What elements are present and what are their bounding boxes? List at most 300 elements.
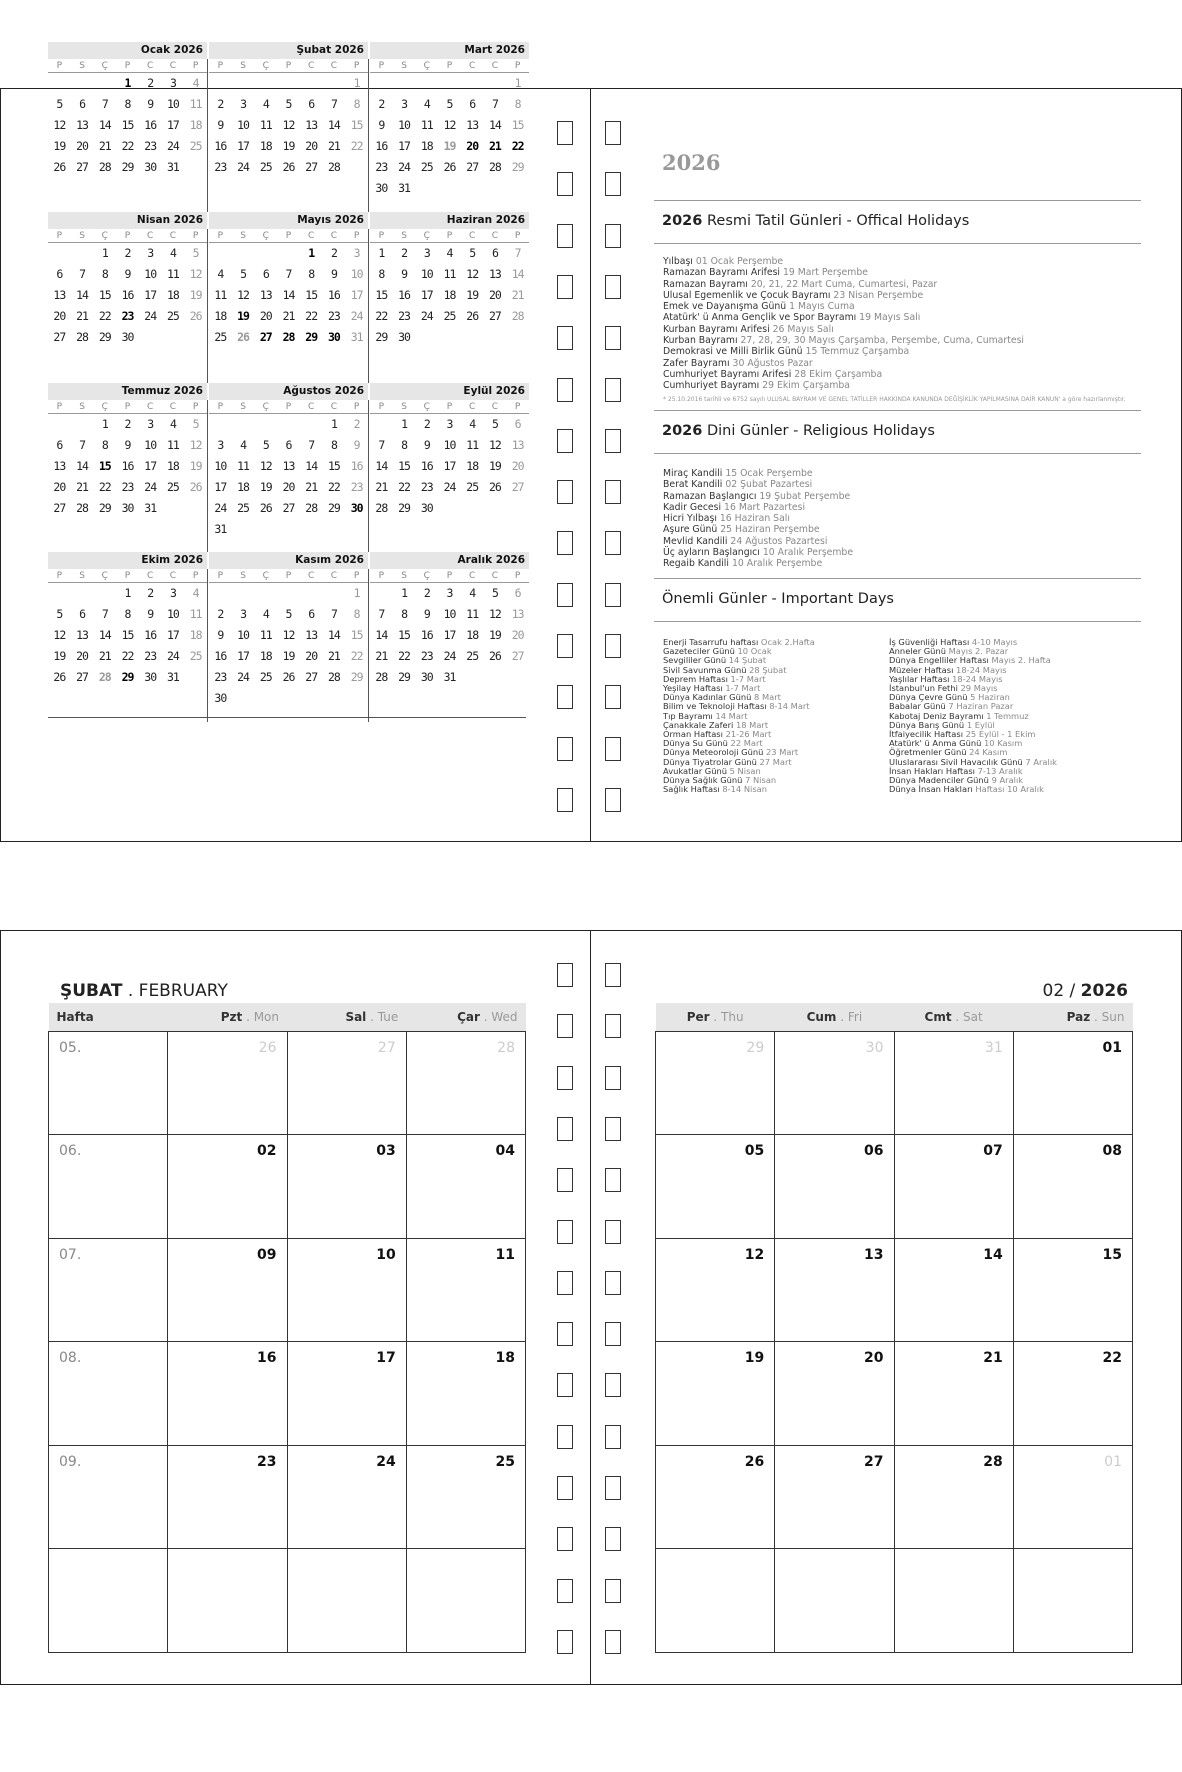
day-number: 27 — [282, 501, 295, 515]
day-number: 26 — [443, 160, 456, 174]
weekday-label: P — [192, 570, 199, 581]
day-number: 10 — [144, 267, 157, 281]
holiday-date: 20, 21, 22 Mart Cuma, Cumartesi, Pazar — [750, 278, 938, 290]
day-number: 22 — [350, 649, 363, 663]
day-number: 17 — [166, 118, 179, 132]
weekday-label: S — [240, 230, 246, 241]
holiday-item — [663, 491, 853, 502]
day-number: 4 — [423, 97, 430, 111]
day-number: 2 — [423, 586, 430, 600]
binder-ring — [557, 429, 573, 453]
day-number: 19 — [282, 139, 295, 153]
day-cell: 02 — [168, 1135, 287, 1239]
binder-ring — [605, 685, 621, 709]
weekday-label: P — [378, 60, 385, 71]
week-row — [49, 1549, 526, 1653]
day-number: 27 — [259, 330, 272, 344]
binder-ring — [605, 275, 621, 299]
weekday-en: . Thu — [709, 1009, 744, 1024]
holiday-name: Dünya Kadınlar Günü — [663, 692, 755, 703]
binder-ring — [605, 1066, 621, 1090]
month-name: Ocak 2026 — [48, 42, 207, 59]
binder-ring — [557, 531, 573, 555]
column-separator — [207, 569, 208, 722]
holiday-date: 16 Mart Pazartesi — [724, 501, 806, 513]
day-number: 3 — [169, 586, 176, 600]
binder-ring — [557, 1476, 573, 1500]
day-number: 18 — [214, 309, 227, 323]
weekday-header — [370, 59, 529, 73]
day-number: 15 — [398, 628, 410, 642]
holiday-date: Haftası 10 Aralık — [975, 784, 1044, 795]
day-number: 22 — [98, 480, 111, 494]
day-number: 6 — [262, 267, 269, 281]
day-number: 7 — [378, 607, 385, 621]
weekday-label: Ç — [262, 60, 269, 71]
holiday-date: 18-24 Mayıs — [956, 664, 1007, 675]
day-cell: 09 — [168, 1238, 287, 1342]
weekday-label: Ç — [423, 230, 430, 241]
day-number: 27 — [511, 649, 524, 663]
day-number: 28 — [98, 670, 111, 684]
holiday-item — [663, 380, 1126, 391]
day-number: 11 — [189, 607, 202, 621]
day-number: 1 — [401, 417, 408, 431]
weekday-label: P — [285, 230, 292, 241]
day-number: 20 — [76, 139, 88, 153]
day-number: 24 — [443, 480, 456, 494]
day-number: 1 — [124, 76, 131, 90]
day-number: 25 — [166, 480, 179, 494]
month-name: Nisan 2026 — [48, 212, 207, 229]
day-number: 2 — [124, 246, 131, 260]
holiday-name: Berat Kandili — [663, 479, 726, 491]
weekday-label: P — [56, 230, 63, 241]
weekday-label: C — [491, 230, 499, 241]
weekday-header — [209, 400, 368, 414]
empty-day — [71, 73, 94, 94]
holiday-date: 7-13 Aralık — [977, 765, 1023, 776]
holiday-item — [663, 479, 853, 490]
day-number: 16 — [420, 628, 433, 642]
month-title-en: . FEBRUARY — [122, 981, 228, 1001]
binder-ring — [605, 963, 621, 987]
holiday-date: 4-10 Mayıs — [971, 637, 1018, 647]
day-number: 24 — [144, 480, 157, 494]
day-number: 13 — [282, 459, 295, 473]
day-number: 19 — [53, 139, 66, 153]
day-number: 2 — [147, 586, 154, 600]
holiday-name: Cumhuriyet Bayramı Arifesi — [663, 368, 795, 380]
weekday-header — [656, 1003, 775, 1031]
weekday-label: P — [56, 401, 63, 412]
holiday-name: Orman Haftası — [663, 729, 726, 740]
day-number: 11 — [166, 267, 179, 281]
weekday-label: Ç — [101, 60, 108, 71]
day-cell: 10 — [287, 1238, 406, 1342]
day-number: 26 — [53, 670, 66, 684]
binder-ring — [557, 326, 573, 350]
holiday-date: 8 Mart — [754, 692, 781, 703]
day-number: 26 — [282, 160, 295, 174]
day-number: 7 — [330, 97, 337, 111]
weekday-tr: Paz — [1066, 1009, 1091, 1024]
day-number: 23 — [398, 309, 410, 323]
day-number: 11 — [189, 97, 202, 111]
day-number: 25 — [259, 160, 272, 174]
day-number: 2 — [401, 246, 408, 260]
day-number: 23 — [144, 649, 157, 663]
holiday-item — [663, 558, 853, 569]
day-number: 5 — [262, 438, 269, 452]
day-number: 14 — [375, 459, 388, 473]
day-number: 15 — [350, 118, 363, 132]
day-number: 24 — [144, 309, 157, 323]
holiday-date: 5 Nisan — [729, 765, 761, 776]
day-number: 15 — [327, 459, 340, 473]
day-number: 31 — [214, 522, 227, 536]
empty-day — [370, 583, 393, 604]
day-number: 24 — [237, 160, 249, 174]
holiday-date: 29 Ekim Çarşamba — [762, 380, 850, 392]
holiday-item — [663, 513, 853, 524]
day-number: 19 — [443, 139, 456, 153]
day-cell: 26 — [168, 1031, 287, 1135]
weekday-tr: Pzt — [220, 1009, 243, 1024]
holiday-name: Öğretmenler Günü — [889, 747, 970, 758]
weekday-header — [49, 1003, 168, 1031]
day-number: 12 — [189, 267, 202, 281]
day-cell — [656, 1549, 775, 1653]
weekday-en: . Tue — [366, 1009, 399, 1024]
month-code-year: 2026 — [1080, 981, 1128, 1001]
holiday-name: Dünya İnsan Hakları — [889, 784, 976, 795]
weekday-label: S — [240, 60, 246, 71]
binder-ring — [605, 1630, 621, 1654]
holiday-name: İnsan Hakları Haftası — [889, 765, 978, 776]
day-number: 7 — [79, 438, 86, 452]
holiday-name: Miraç Kandili — [663, 468, 726, 479]
weekday-label: P — [217, 60, 224, 71]
binder-ring — [557, 788, 573, 812]
day-number: 14 — [375, 628, 388, 642]
day-number: 25 — [420, 160, 433, 174]
empty-day — [71, 414, 94, 435]
day-number: 23 — [420, 480, 433, 494]
month-name: Kasım 2026 — [209, 552, 368, 569]
day-number: 29 — [350, 670, 363, 684]
day-number: 16 — [398, 288, 410, 302]
month-name: Ekim 2026 — [48, 552, 207, 569]
day-number: 20 — [305, 139, 318, 153]
day-number: 27 — [305, 670, 318, 684]
day-number: 28 — [76, 330, 88, 344]
weekday-label: P — [124, 230, 131, 241]
official-holidays-list — [663, 256, 1126, 405]
day-number: 11 — [466, 607, 479, 621]
weekday-label: P — [192, 230, 199, 241]
month-name: Aralık 2026 — [370, 552, 529, 569]
day-number: 15 — [121, 628, 134, 642]
day-cell: 28 — [406, 1031, 525, 1135]
day-number: 27 — [53, 501, 66, 515]
binder-ring — [557, 1271, 573, 1295]
day-number: 4 — [169, 417, 176, 431]
day-number: 28 — [375, 501, 388, 515]
day-number: 14 — [305, 459, 318, 473]
day-number: 2 — [147, 76, 154, 90]
weekday-label: Ç — [423, 60, 430, 71]
weekday-label: C — [308, 570, 315, 581]
religious-holidays-header — [654, 410, 1141, 454]
holiday-date: 18-24 Mayıs — [952, 673, 1003, 684]
page-divider — [590, 89, 591, 841]
day-number: 1 — [124, 586, 131, 600]
weekday-label: Ç — [262, 401, 269, 412]
holiday-date: 7 Nisan — [745, 775, 777, 786]
month-title — [60, 981, 228, 1001]
binder-ring — [557, 1220, 573, 1244]
binder-ring — [557, 737, 573, 761]
weekday-label: P — [56, 570, 63, 581]
holiday-date: 23 Nisan Perşembe — [833, 289, 924, 301]
page-divider — [590, 931, 591, 1684]
weekday-label: C — [169, 570, 177, 581]
day-number: 13 — [259, 288, 272, 302]
important-days-left — [663, 638, 815, 794]
day-number: 17 — [398, 139, 410, 153]
day-number: 25 — [214, 330, 227, 344]
empty-day — [209, 73, 232, 94]
holiday-name: İş Güvenliği Haftası — [889, 637, 972, 647]
day-number: 12 — [259, 459, 272, 473]
day-number: 4 — [262, 607, 269, 621]
holiday-date: Ocak 2.Hafta — [760, 637, 815, 647]
binder-ring — [557, 224, 573, 248]
holiday-date: 10 Aralık Perşembe — [731, 558, 823, 570]
day-number: 13 — [511, 438, 524, 452]
day-number: 5 — [192, 417, 199, 431]
month-name: Eylül 2026 — [370, 383, 529, 400]
weekday-label: C — [330, 60, 338, 71]
holiday-item — [663, 301, 1126, 312]
day-cell — [406, 1549, 525, 1653]
day-number: 1 — [378, 246, 385, 260]
binder-ring — [605, 224, 621, 248]
day-number: 15 — [375, 288, 388, 302]
day-number: 26 — [259, 501, 272, 515]
day-number: 26 — [466, 309, 479, 323]
day-number: 2 — [378, 97, 385, 111]
weekday-tr: Cmt — [924, 1009, 952, 1024]
day-number: 7 — [308, 438, 315, 452]
day-number: 14 — [327, 628, 340, 642]
weekday-header — [48, 400, 207, 414]
day-number: 30 — [121, 501, 134, 515]
day-number: 15 — [350, 628, 363, 642]
week-row — [49, 1031, 526, 1135]
holiday-name: Dünya Madenciler Günü — [889, 775, 992, 786]
column-separator — [207, 400, 208, 552]
holiday-date: 27, 28, 29, 30 Mayıs Çarşamba, Perşembe, Cuma, Cumartesi — [740, 335, 1024, 347]
binder-ring — [605, 788, 621, 812]
binder-ring — [605, 1014, 621, 1038]
day-number: 7 — [491, 97, 498, 111]
day-number: 4 — [169, 246, 176, 260]
holiday-name: Üç ayların Başlangıcı — [663, 547, 763, 559]
day-number: 27 — [305, 160, 318, 174]
day-number: 28 — [305, 501, 318, 515]
day-number: 3 — [240, 607, 247, 621]
day-number: 26 — [488, 649, 501, 663]
page-edge-left — [0, 89, 1, 841]
binder-ring — [557, 1630, 573, 1654]
day-cell: 01 — [1013, 1445, 1132, 1549]
binder-ring — [557, 634, 573, 658]
week-number: 05. — [49, 1031, 168, 1135]
holiday-name: Yeşilay Haftası — [663, 683, 726, 694]
holiday-name: Uluslararası Sivil Havacılık Günü — [889, 756, 1026, 767]
holiday-item — [663, 785, 815, 794]
holiday-date: 5 Haziran — [970, 692, 1010, 703]
weekday-en: . Sun — [1090, 1009, 1125, 1024]
day-cell: 21 — [894, 1342, 1013, 1446]
weekday-tr: Per — [686, 1009, 710, 1024]
day-cell: 05 — [656, 1135, 775, 1239]
day-number: 10 — [166, 97, 179, 111]
day-number: 3 — [169, 76, 176, 90]
day-number: 7 — [285, 267, 292, 281]
month-block — [209, 42, 368, 178]
holiday-name: Ramazan Bayramı Arifesi — [663, 267, 783, 279]
day-number: 13 — [511, 607, 524, 621]
day-number: 23 — [350, 480, 363, 494]
day-number: 14 — [488, 118, 501, 132]
holiday-name: Enerji Tasarrufu haftası — [663, 637, 761, 647]
weekday-label: S — [401, 60, 407, 71]
day-number: 16 — [121, 459, 134, 473]
day-number: 17 — [420, 288, 433, 302]
holiday-date: 9 Aralık — [991, 775, 1024, 786]
holiday-date: 25 Eylül - 1 Ekim — [965, 729, 1036, 740]
month-grid-right — [655, 1003, 1133, 1653]
day-number: 14 — [98, 628, 111, 642]
day-cell — [775, 1549, 894, 1653]
holiday-date: 10 Kasım — [984, 738, 1023, 749]
day-number: 2 — [124, 417, 131, 431]
holiday-date: 1-7 Mart — [730, 673, 766, 684]
holiday-name: Bilim ve Teknoloji Haftası — [663, 701, 770, 712]
weekday-header — [1013, 1003, 1132, 1031]
day-number: 21 — [375, 480, 388, 494]
day-number: 6 — [56, 267, 63, 281]
day-number: 29 — [121, 670, 134, 684]
month-name: Haziran 2026 — [370, 212, 529, 229]
day-cell: 28 — [894, 1445, 1013, 1549]
day-number: 2 — [423, 417, 430, 431]
month-title-tr: ŞUBAT — [60, 981, 123, 1001]
day-number: 25 — [237, 501, 249, 515]
day-number: 15 — [121, 118, 134, 132]
day-number: 27 — [53, 330, 66, 344]
day-number: 26 — [282, 670, 295, 684]
holiday-name: Dünya Tiyatrolar Günü — [663, 756, 760, 767]
column-separator — [368, 229, 369, 383]
weekday-label: C — [469, 230, 476, 241]
day-number: 3 — [401, 97, 408, 111]
day-number: 18 — [466, 459, 479, 473]
holiday-date: 22 Mart — [730, 738, 763, 749]
day-number: 1 — [401, 586, 408, 600]
day-number: 21 — [327, 649, 340, 663]
month-name: Ağustos 2026 — [209, 383, 368, 400]
holiday-date: 7 Haziran Pazar — [948, 701, 1014, 712]
holiday-date: 25 Haziran Perşembe — [720, 524, 820, 536]
day-number: 9 — [217, 118, 224, 132]
weekday-label: C — [147, 401, 154, 412]
holiday-date: 1 Temmuz — [986, 710, 1029, 721]
empty-day — [71, 243, 94, 264]
day-number: 16 — [144, 118, 157, 132]
holiday-name: Dünya Su Günü — [663, 738, 731, 749]
holiday-date: 8-14 Mart — [769, 701, 810, 712]
empty-day — [93, 73, 116, 94]
empty-day — [48, 243, 71, 264]
binder-ring — [605, 1117, 621, 1141]
day-number: 11 — [237, 459, 249, 473]
empty-day — [209, 583, 232, 604]
day-number: 5 — [469, 246, 476, 260]
day-number: 3 — [446, 586, 453, 600]
day-number: 18 — [166, 288, 179, 302]
binder-ring — [605, 531, 621, 555]
weekday-label: C — [147, 570, 154, 581]
holiday-date: 19 Şubat Perşembe — [759, 490, 851, 502]
day-number: 29 — [305, 330, 318, 344]
day-number: 13 — [76, 628, 88, 642]
month-days — [370, 243, 529, 348]
important-days-header: Önemli Günler - Important Days — [654, 578, 1141, 622]
weekday-label: Ç — [262, 570, 269, 581]
holiday-name: İtfaiyecilik Haftası — [889, 729, 966, 740]
day-number: 22 — [121, 139, 134, 153]
day-number: 8 — [378, 267, 385, 281]
day-number: 17 — [237, 649, 249, 663]
weekday-label: P — [353, 230, 360, 241]
month-grid-left — [48, 1003, 526, 1653]
religious-title-year: 2026 — [662, 423, 703, 439]
day-number: 4 — [262, 97, 269, 111]
week-row — [656, 1031, 1133, 1135]
day-number: 3 — [217, 438, 224, 452]
day-number: 19 — [488, 628, 501, 642]
holiday-name: Kurban Bayramı Arifesi — [663, 323, 773, 335]
empty-day — [48, 583, 71, 604]
day-number: 16 — [350, 459, 363, 473]
day-number: 15 — [305, 288, 318, 302]
day-number: 10 — [214, 459, 227, 473]
holiday-name: Çanakkale Zaferi — [663, 719, 736, 730]
binder-ring — [557, 1373, 573, 1397]
binder-ring — [605, 378, 621, 402]
month-days — [370, 583, 529, 688]
holiday-name: Ramazan Başlangıcı — [663, 490, 760, 502]
holiday-date: 24 Ağustos Pazartesi — [730, 535, 828, 547]
day-number: 20 — [53, 309, 66, 323]
day-number: 1 — [514, 76, 521, 90]
empty-day — [323, 583, 346, 604]
binder-ring — [557, 1322, 573, 1346]
